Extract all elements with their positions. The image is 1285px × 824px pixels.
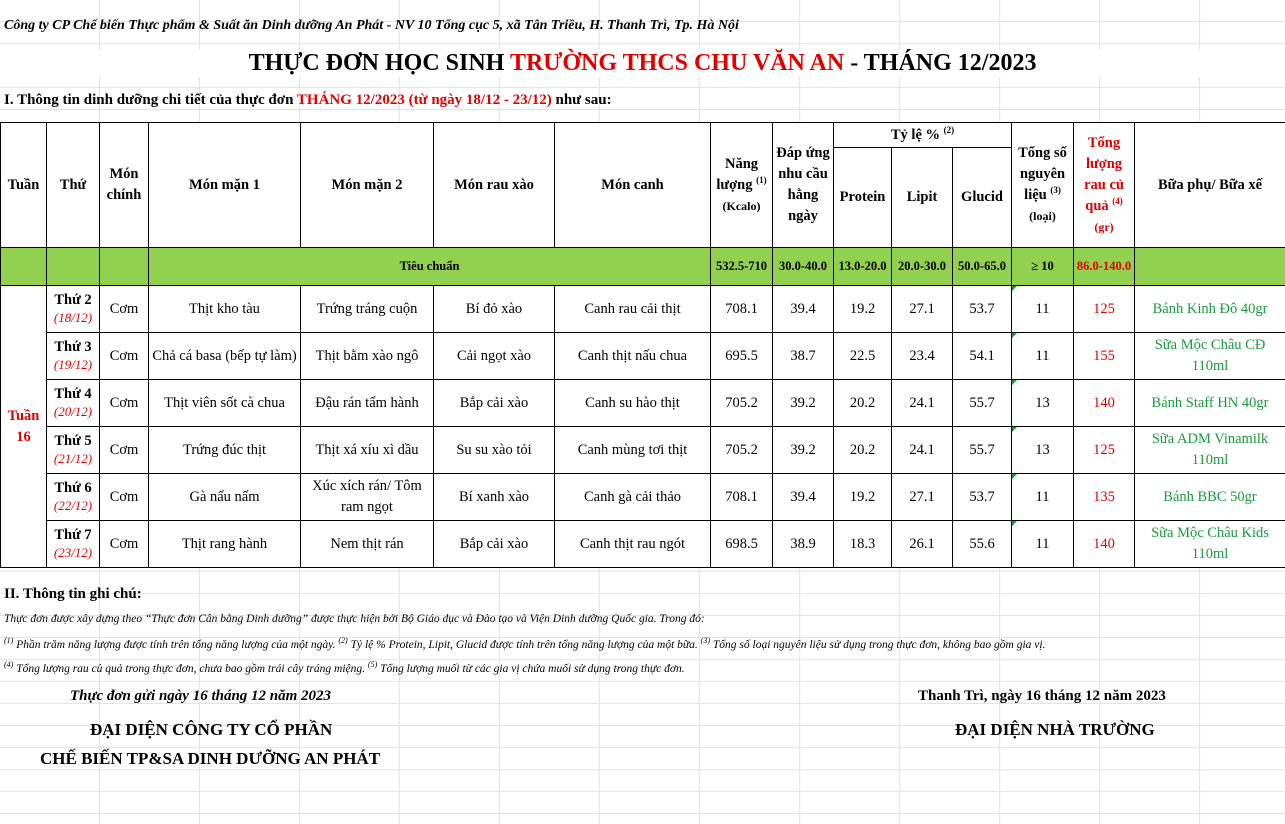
energy: 708.1 — [711, 286, 773, 333]
header-veg — [1074, 123, 1135, 248]
week-label: Tuần 16 — [1, 286, 47, 568]
note-mark: (2) — [338, 636, 348, 645]
std-glucid: 50.0-65.0 — [953, 248, 1012, 286]
header-savory-1: Món mặn 1 — [149, 123, 301, 248]
day-date: (19/12) — [53, 357, 93, 372]
daily-need: 39.2 — [773, 427, 834, 474]
stir-fry: Bắp cải xào — [434, 380, 555, 427]
daily-need: 39.4 — [773, 286, 834, 333]
std-empty — [1135, 248, 1285, 286]
ingredients: 11 — [1012, 521, 1074, 568]
note-text: Tổng lượng muối từ các gia vị chứa muối sử dụng trong thực đơn. — [377, 662, 685, 675]
header-veg-unit: (gr) — [1094, 219, 1114, 234]
std-empty — [100, 248, 149, 286]
day-cell — [47, 286, 100, 333]
header-week: Tuần — [1, 123, 47, 248]
note-text: Tổng số loại nguyên liệu sử dụng trong thực đơn, không bao gồm gia vị. — [710, 638, 1046, 651]
page-title — [0, 50, 1285, 77]
snack: Sữa ADM Vinamilk 110ml — [1135, 427, 1285, 474]
header-ratio — [834, 123, 1012, 148]
savory-2: Đậu rán tẩm hành — [301, 380, 434, 427]
stir-fry: Cải ngọt xào — [434, 333, 555, 380]
veg-amount: 125 — [1074, 286, 1135, 333]
section1-suffix: như sau: — [551, 92, 612, 108]
ingredients: 13 — [1012, 427, 1074, 474]
glucid: 53.7 — [953, 474, 1012, 521]
savory-1: Trứng đúc thịt — [149, 427, 301, 474]
table-row — [1, 427, 1285, 474]
stir-fry: Su su xào tỏi — [434, 427, 555, 474]
table-row — [1, 474, 1285, 521]
main-dish: Cơm — [100, 333, 149, 380]
snack: Bánh BBC 50gr — [1135, 474, 1285, 521]
section1-period: THÁNG 12/2023 (từ ngày 18/12 - 23/12) — [296, 92, 552, 108]
day-date: (22/12) — [53, 498, 93, 513]
header-snack: Bữa phụ/ Bữa xế — [1135, 123, 1285, 248]
veg-amount: 140 — [1074, 521, 1135, 568]
header-energy-sup: (1) — [756, 174, 767, 185]
header-ratio-sup: (2) — [943, 124, 955, 135]
header-savory-2: Món mặn 2 — [301, 123, 434, 248]
savory-2: Thịt xá xíu xì dầu — [301, 427, 434, 474]
protein: 18.3 — [834, 521, 892, 568]
std-ingredients: ≥ 10 — [1012, 248, 1074, 286]
section2-heading: II. Thông tin ghi chú: — [4, 586, 142, 602]
day-cell — [47, 380, 100, 427]
table-row — [1, 286, 1285, 333]
header-ingredients — [1012, 123, 1074, 248]
std-energy: 532.5-710 — [711, 248, 773, 286]
std-protein: 13.0-20.0 — [834, 248, 892, 286]
stir-fry: Bí đỏ xào — [434, 286, 555, 333]
lipit: 26.1 — [892, 521, 953, 568]
day-cell — [47, 521, 100, 568]
ingredients: 11 — [1012, 333, 1074, 380]
daily-need: 39.2 — [773, 380, 834, 427]
company-line: Công ty CP Chế biến Thực phẩm & Suất ăn Dinh dưỡng An Phát - NV 10 Tổng cục 5, xã Tân Triều, H. Thanh Trì, Tp. Hà Nội — [4, 18, 739, 33]
day-cell — [47, 474, 100, 521]
note-mark: (5) — [367, 660, 378, 669]
energy: 708.1 — [711, 474, 773, 521]
day-name: Thứ 7 — [54, 527, 92, 543]
soup: Canh rau cải thịt — [555, 286, 711, 333]
protein: 20.2 — [834, 427, 892, 474]
stir-fry: Bắp cải xào — [434, 521, 555, 568]
protein: 19.2 — [834, 474, 892, 521]
header-energy-label: Năng lượng — [716, 155, 759, 193]
snack: Bánh Staff HN 40gr — [1135, 380, 1285, 427]
day-name: Thứ 5 — [54, 433, 92, 449]
note-mark: (1) — [4, 636, 14, 645]
section1-text: I. Thông tin dinh dưỡng chi tiết của thực đơn — [4, 92, 297, 108]
soup: Canh gà cải thảo — [555, 474, 711, 521]
right-sign-date: Thanh Trì, ngày 16 tháng 12 năm 2023 — [918, 688, 1166, 704]
ingredients: 11 — [1012, 474, 1074, 521]
veg-amount: 140 — [1074, 380, 1135, 427]
snack: Bánh Kinh Đô 40gr — [1135, 286, 1285, 333]
main-dish: Cơm — [100, 521, 149, 568]
header-daily-need: Đáp ứng nhu cầu hằng ngày — [773, 123, 834, 248]
lipit: 27.1 — [892, 286, 953, 333]
title-part3: - THÁNG 12/2023 — [844, 50, 1037, 76]
energy: 705.2 — [711, 427, 773, 474]
note-mark: (4) — [4, 660, 14, 669]
day-date: (21/12) — [53, 451, 93, 466]
stir-fry: Bí xanh xào — [434, 474, 555, 521]
title-part1: THỰC ĐƠN HỌC SINH — [248, 50, 510, 76]
main-dish: Cơm — [100, 380, 149, 427]
header-day: Thứ — [47, 123, 100, 248]
standard-row — [1, 248, 1285, 286]
std-empty — [47, 248, 100, 286]
lipit: 23.4 — [892, 333, 953, 380]
left-sign-date: Thực đơn gửi ngày 16 tháng 12 năm 2023 — [70, 688, 332, 704]
energy: 705.2 — [711, 380, 773, 427]
header-main-dish: Món chính — [100, 123, 149, 248]
day-cell — [47, 427, 100, 474]
savory-1: Thịt rang hành — [149, 521, 301, 568]
protein: 20.2 — [834, 380, 892, 427]
header-ingredients-label: Tổng số nguyên liệu — [1018, 145, 1067, 203]
savory-2: Nem thịt rán — [301, 521, 434, 568]
savory-1: Thịt viên sốt cà chua — [149, 380, 301, 427]
header-lipit: Lipit — [892, 148, 953, 248]
daily-need: 39.4 — [773, 474, 834, 521]
savory-2: Xúc xích rán/ Tôm ram ngọt — [301, 474, 434, 521]
snack: Sữa Mộc Châu CĐ 110ml — [1135, 333, 1285, 380]
main-dish: Cơm — [100, 286, 149, 333]
soup: Canh thịt rau ngót — [555, 521, 711, 568]
left-sign-line-1: ĐẠI DIỆN CÔNG TY CỔ PHẦN — [90, 720, 333, 739]
right-sign-line-1: ĐẠI DIỆN NHÀ TRƯỜNG — [955, 720, 1155, 739]
day-name: Thứ 2 — [54, 292, 92, 308]
glucid: 54.1 — [953, 333, 1012, 380]
note-mark: (3) — [700, 636, 710, 645]
glucid: 55.7 — [953, 380, 1012, 427]
std-label: Tiêu chuẩn — [149, 248, 711, 286]
daily-need: 38.9 — [773, 521, 834, 568]
ingredients: 11 — [1012, 286, 1074, 333]
savory-1: Gà nấu nấm — [149, 474, 301, 521]
note-line-2 — [4, 660, 685, 675]
daily-need: 38.7 — [773, 333, 834, 380]
veg-amount: 135 — [1074, 474, 1135, 521]
note-text: Tổng lượng rau củ quả trong thực đơn, chưa bao gồm trái cây tráng miệng. — [13, 662, 368, 675]
snack: Sữa Mộc Châu Kids 110ml — [1135, 521, 1285, 568]
protein: 22.5 — [834, 333, 892, 380]
day-name: Thứ 4 — [54, 386, 92, 402]
header-energy-unit: (Kcalo) — [722, 198, 761, 213]
title-school: TRƯỜNG THCS CHU VĂN AN — [509, 50, 845, 76]
savory-2: Trứng tráng cuộn — [301, 286, 434, 333]
header-protein: Protein — [834, 148, 892, 248]
soup: Canh su hào thịt — [555, 380, 711, 427]
menu-table — [0, 122, 1285, 568]
header-ratio-label: Tỷ lệ % — [890, 126, 941, 143]
note-text: Tỷ lệ % Protein, Lipit, Glucid được tính trên tổng năng lượng của một bữa. — [347, 638, 701, 651]
table-row — [1, 521, 1285, 568]
soup: Canh thịt nấu chua — [555, 333, 711, 380]
day-cell — [47, 333, 100, 380]
lipit: 24.1 — [892, 380, 953, 427]
header-veg-sup: (4) — [1112, 195, 1123, 206]
soup: Canh mùng tơi thịt — [555, 427, 711, 474]
header-stir-fry: Món rau xào — [434, 123, 555, 248]
std-veg: 86.0-140.0 — [1074, 248, 1135, 286]
note-text: Phần trăm năng lượng được tính trên tổng năng lượng của một ngày. — [13, 638, 339, 651]
note-intro: Thực đơn được xây dựng theo “Thực đơn Cân bằng Dinh dưỡng” được thực hiện bởi Bộ Giáo dục và Đào tạo và Viện Dinh dưỡng Quốc gia. Trong đó: — [4, 613, 705, 625]
day-date: (18/12) — [53, 310, 93, 325]
main-dish: Cơm — [100, 427, 149, 474]
savory-1: Thịt kho tàu — [149, 286, 301, 333]
left-sign-line-2: CHẾ BIẾN TP&SA DINH DƯỠNG AN PHÁT — [40, 749, 381, 768]
std-lipit: 20.0-30.0 — [892, 248, 953, 286]
header-glucid: Glucid — [953, 148, 1012, 248]
header-ingredients-sup: (3) — [1050, 185, 1061, 196]
savory-1: Chả cá basa (bếp tự làm) — [149, 333, 301, 380]
note-line-1 — [4, 636, 1045, 651]
glucid: 55.7 — [953, 427, 1012, 474]
ingredients: 13 — [1012, 380, 1074, 427]
day-name: Thứ 6 — [54, 480, 92, 496]
header-veg-label: Tổng lượng rau củ quả — [1084, 134, 1124, 214]
std-empty — [1, 248, 47, 286]
main-dish: Cơm — [100, 474, 149, 521]
section1-heading — [4, 92, 612, 109]
veg-amount: 155 — [1074, 333, 1135, 380]
veg-amount: 125 — [1074, 427, 1135, 474]
glucid: 55.6 — [953, 521, 1012, 568]
day-name: Thứ 3 — [54, 339, 92, 355]
day-date: (20/12) — [53, 404, 93, 419]
day-date: (23/12) — [53, 545, 93, 560]
table-row — [1, 333, 1285, 380]
header-ingredients-unit: (loại) — [1029, 209, 1056, 223]
header-soup: Món canh — [555, 123, 711, 248]
lipit: 24.1 — [892, 427, 953, 474]
energy: 695.5 — [711, 333, 773, 380]
glucid: 53.7 — [953, 286, 1012, 333]
lipit: 27.1 — [892, 474, 953, 521]
savory-2: Thịt bằm xào ngô — [301, 333, 434, 380]
table-row — [1, 380, 1285, 427]
std-daily: 30.0-40.0 — [773, 248, 834, 286]
energy: 698.5 — [711, 521, 773, 568]
protein: 19.2 — [834, 286, 892, 333]
header-energy — [711, 123, 773, 248]
